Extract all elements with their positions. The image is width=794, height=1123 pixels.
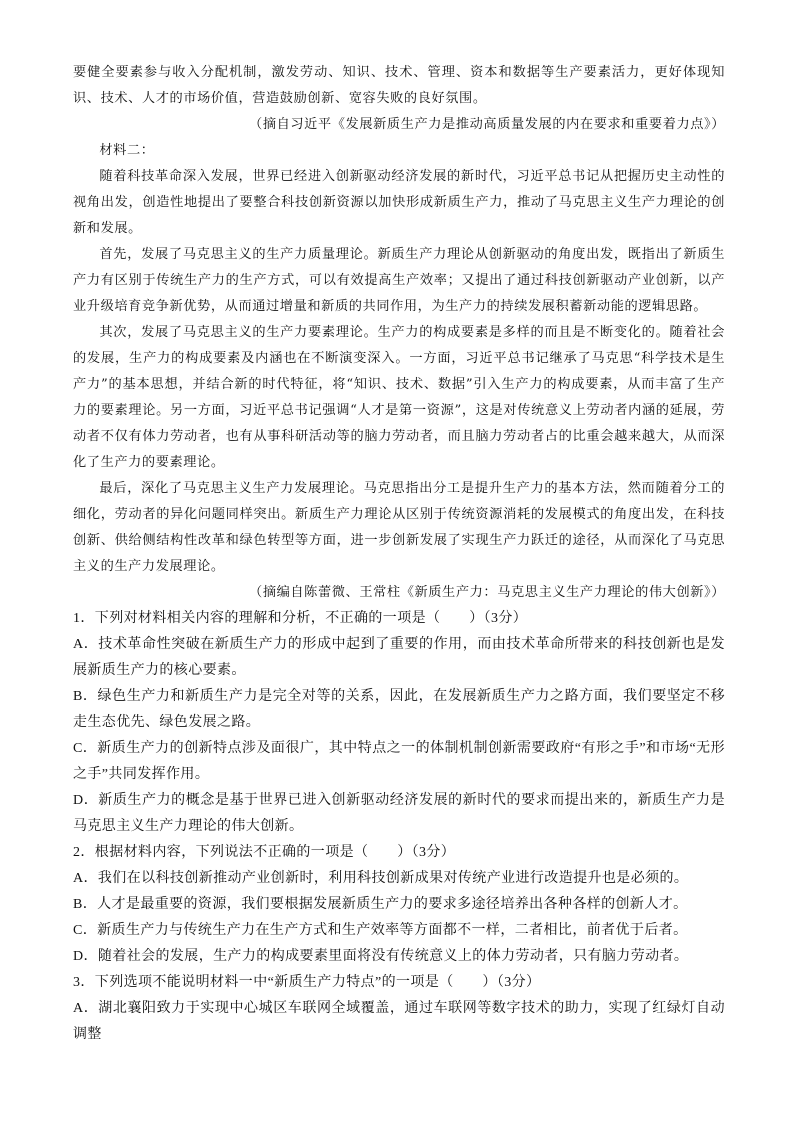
question-1-option-c: C．新质生产力的创新特点涉及面很广，其中特点之一的体制机制创新需要政府“有形之手”和市场“无形之手”共同发挥作用。	[73, 741, 725, 782]
question-2-option-c: C．新质生产力与传统生产力在生产方式和生产效率等方面都不一样，二者相比，前者优于后者。	[73, 923, 688, 938]
material-two-paragraph: 首先，发展了马克思主义的生产力质量理论。新质生产力理论从创新驱动的角度出发，既指出了新质生产力有区别于传统生产力的生产方式，可以有效提高生产效率；又提出了通过科技创新驱动产业创新，以产业升级培育竞争新优势，从而通过增量和新质的共同作用，为生产力的持续发展积蓄新动能的逻辑思路。	[73, 247, 725, 314]
question-3-stem: 3．下列选项不能说明材料一中“新质生产力特点”的一项是（ ）（3分）	[73, 975, 541, 990]
material-two-paragraph: 随着科技革命深入发展，世界已经进入创新驱动经济发展的新时代，习近平总书记从把握历史主动性的视角出发，创造性地提出了要整合科技创新资源以加快形成新质生产力，推动了马克思主义生产力理论的创新和发展。	[73, 169, 725, 236]
document-page	[73, 60, 725, 1048]
questions-section	[73, 606, 725, 1048]
question-2-option-a: A．我们在以科技创新推动产业创新时，利用科技创新成果对传统产业进行改造提升也是必须的。	[73, 871, 689, 886]
question-1-option-b: B．绿色生产力和新质生产力是完全对等的关系，因此，在发展新质生产力之路方面，我们要坚定不移走生态优先、绿色发展之路。	[73, 689, 725, 730]
question-2-option-b: B．人才是最重要的资源，我们要根据发展新质生产力的要求多途径培养出各种各样的创新人才。	[73, 897, 688, 912]
material-two-paragraph: 其次，发展了马克思主义的生产力要素理论。生产力的构成要素是多样的而且是不断变化的。随着社会的发展，生产力的构成要素及内涵也在不断演变深入。一方面，习近平总书记继承了马克思“科学技术是生产力”的基本思想，并结合新的时代特征，将“知识、技术、数据”引入生产力的构成要素，从而丰富了生产力的要素理论。另一方面，习近平总书记强调“人才是第一资源”，这是对传统意义上劳动者内涵的延展，劳动者不仅有体力劳动者，也有从事科研活动等的脑力劳动者，而且脑力劳动者占的比重会越来越大，从而深化了生产力的要素理论。	[73, 325, 725, 470]
source-two: （摘编自陈蕾微、王常柱《新质生产力：马克思主义生产力理论的伟大创新》）	[249, 585, 725, 600]
material-one-section	[73, 60, 725, 606]
material-two-label: 材料二：	[99, 143, 155, 158]
question-1-stem: 1．下列对材料相关内容的理解和分析，不正确的一项是（ ）（3分）	[73, 611, 528, 626]
material-two-paragraph: 最后，深化了马克思主义生产力发展理论。马克思指出分工是提升生产力的基本方法，然而随着分工的细化，劳动者的异化问题同样突出。新质生产力理论从区别于传统资源消耗的发展模式的角度出发，在科技创新、供给侧结构性改革和绿色转型等方面，进一步创新发展了实现生产力跃迁的途径，从而深化了马克思主义的生产力发展理论。	[73, 481, 725, 574]
source-one: （摘自习近平《发展新质生产力是推动高质量发展的内在要求和重要着力点》）	[249, 117, 725, 132]
question-1-option-d: D．新质生产力的概念是基于世界已进入创新驱动经济发展的新时代的要求而提出来的，新质生产力是马克思主义生产力理论的伟大创新。	[73, 793, 725, 834]
question-3-option-a: A．湖北襄阳致力于实现中心城区车联网全域覆盖，通过车联网等数字技术的助力，实现了红绿灯自动调整	[73, 1001, 725, 1042]
question-2-stem: 2．根据材料内容，下列说法不正确的一项是（ ）（3分）	[73, 845, 456, 860]
material-one-tail: 要健全要素参与收入分配机制，激发劳动、知识、技术、管理、资本和数据等生产要素活力，更好体现知识、技术、人才的市场价值，营造鼓励创新、宽容失败的良好氛围。	[73, 65, 725, 106]
question-1-option-a: A．技术革命性突破在新质生产力的形成中起到了重要的作用，而由技术革命所带来的科技创新也是发展新质生产力的核心要素。	[73, 637, 725, 678]
question-2-option-d: D．随着社会的发展，生产力的构成要素里面将没有传统意义上的体力劳动者，只有脑力劳动者。	[73, 949, 689, 964]
